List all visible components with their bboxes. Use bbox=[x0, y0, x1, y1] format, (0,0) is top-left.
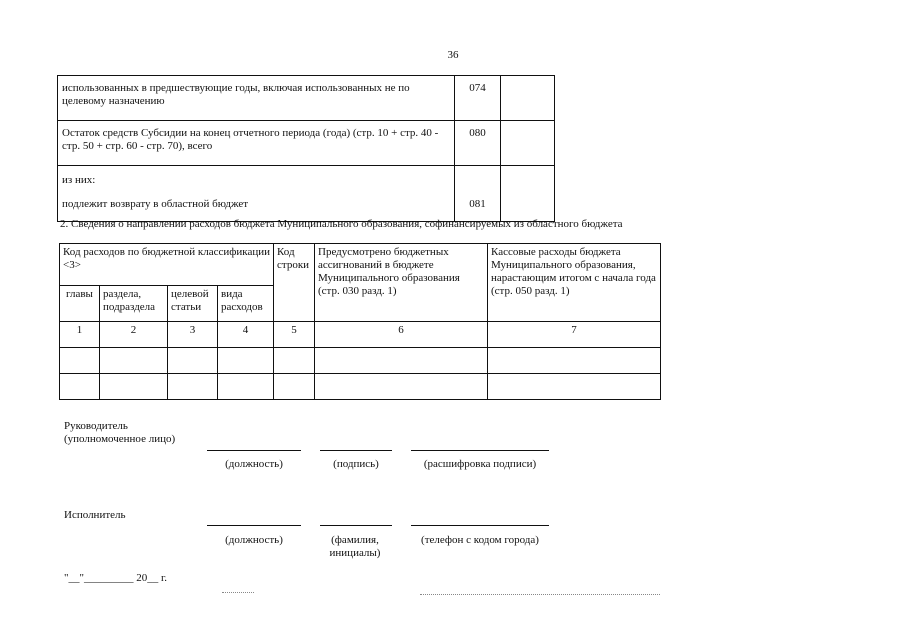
expenditure-table bbox=[59, 243, 661, 400]
table-cell[interactable] bbox=[315, 348, 488, 374]
header-classification: Код расходов по бюджетной классификации <3> bbox=[60, 244, 274, 286]
table-cell[interactable] bbox=[315, 374, 488, 400]
table-row bbox=[58, 121, 555, 166]
row-label: подлежит возврату в областной бюджет bbox=[62, 198, 249, 210]
row-label: из них: bbox=[62, 174, 96, 186]
subheader-type: вида расходов bbox=[218, 286, 274, 322]
table-cell[interactable] bbox=[100, 374, 168, 400]
row-label: Остаток средств Субсидии на конец отчетного периода (года) (стр. 10 + стр. 40 - стр. 50 + стр. 60 - стр. 70), всего bbox=[58, 121, 455, 166]
table-cell[interactable] bbox=[274, 374, 315, 400]
executor-phone-line[interactable] bbox=[411, 525, 549, 526]
value-cell[interactable] bbox=[501, 166, 555, 222]
executor-position-caption: (должность) bbox=[225, 534, 283, 546]
table-cell[interactable] bbox=[60, 348, 100, 374]
row-code-cell bbox=[455, 166, 501, 222]
row-label: использованных в предшествующие годы, включая использованных не по целевому назначению bbox=[58, 76, 455, 121]
header-planned: Предусмотрено бюджетных ассигнований в бюджете Муниципального образования (стр. 030 разд. 1) bbox=[315, 244, 488, 322]
row-code: 074 bbox=[455, 76, 501, 121]
executor-position-line[interactable] bbox=[207, 525, 301, 526]
table-cell[interactable] bbox=[218, 374, 274, 400]
head-position-caption: (должность) bbox=[225, 458, 283, 470]
table-cell[interactable] bbox=[168, 374, 218, 400]
head-signature-line[interactable] bbox=[320, 450, 392, 451]
table-cell[interactable] bbox=[488, 348, 661, 374]
executor-phone-caption: (телефон с кодом города) bbox=[421, 534, 539, 546]
column-number: 7 bbox=[488, 322, 661, 348]
column-number: 4 bbox=[218, 322, 274, 348]
column-numbers-row bbox=[60, 322, 661, 348]
header-line-code: Код строки bbox=[274, 244, 315, 322]
row-code: 081 bbox=[469, 198, 486, 210]
value-cell[interactable] bbox=[501, 76, 555, 121]
subheader-target: целевой статьи bbox=[168, 286, 218, 322]
table-row bbox=[60, 348, 661, 374]
subsidy-balance-table bbox=[57, 75, 555, 222]
header-cash: Кассовые расходы бюджета Муниципального образования, нарастающим итогом с начала года (стр. 050 разд. 1) bbox=[488, 244, 661, 322]
table-cell[interactable] bbox=[488, 374, 661, 400]
date-line: "__"_________ 20__ г. bbox=[64, 572, 168, 584]
value-cell[interactable] bbox=[501, 121, 555, 166]
table-row bbox=[58, 76, 555, 121]
scan-artifact bbox=[420, 594, 660, 595]
column-number: 6 bbox=[315, 322, 488, 348]
head-position-line[interactable] bbox=[207, 450, 301, 451]
table-cell[interactable] bbox=[274, 348, 315, 374]
table-cell[interactable] bbox=[60, 374, 100, 400]
column-number: 5 bbox=[274, 322, 315, 348]
table-row bbox=[60, 374, 661, 400]
head-decoding-line[interactable] bbox=[411, 450, 549, 451]
section-heading: 2. Сведения о направлении расходов бюджета Муниципального образования, софинансируемых из областного бюджета bbox=[60, 218, 623, 230]
row-label-group bbox=[58, 166, 455, 222]
column-number: 3 bbox=[168, 322, 218, 348]
row-code: 080 bbox=[455, 121, 501, 166]
table-cell[interactable] bbox=[168, 348, 218, 374]
column-number: 2 bbox=[100, 322, 168, 348]
table-header-row bbox=[60, 244, 661, 286]
executor-name-caption: (фамилия, инициалы) bbox=[329, 534, 381, 559]
head-signature-caption: (подпись) bbox=[333, 458, 379, 470]
head-decoding-caption: (расшифровка подписи) bbox=[423, 458, 537, 470]
subheader-chapter: главы bbox=[60, 286, 100, 322]
page-number: 36 bbox=[447, 49, 459, 61]
table-cell[interactable] bbox=[218, 348, 274, 374]
executor-label: Исполнитель bbox=[64, 509, 126, 521]
column-number: 1 bbox=[60, 322, 100, 348]
subheader-section: раздела, подраздела bbox=[100, 286, 168, 322]
head-label: Руководитель (уполномоченное лицо) bbox=[64, 420, 176, 445]
table-row bbox=[58, 166, 555, 222]
scan-artifact bbox=[222, 592, 254, 593]
table-cell[interactable] bbox=[100, 348, 168, 374]
executor-name-line[interactable] bbox=[320, 525, 392, 526]
